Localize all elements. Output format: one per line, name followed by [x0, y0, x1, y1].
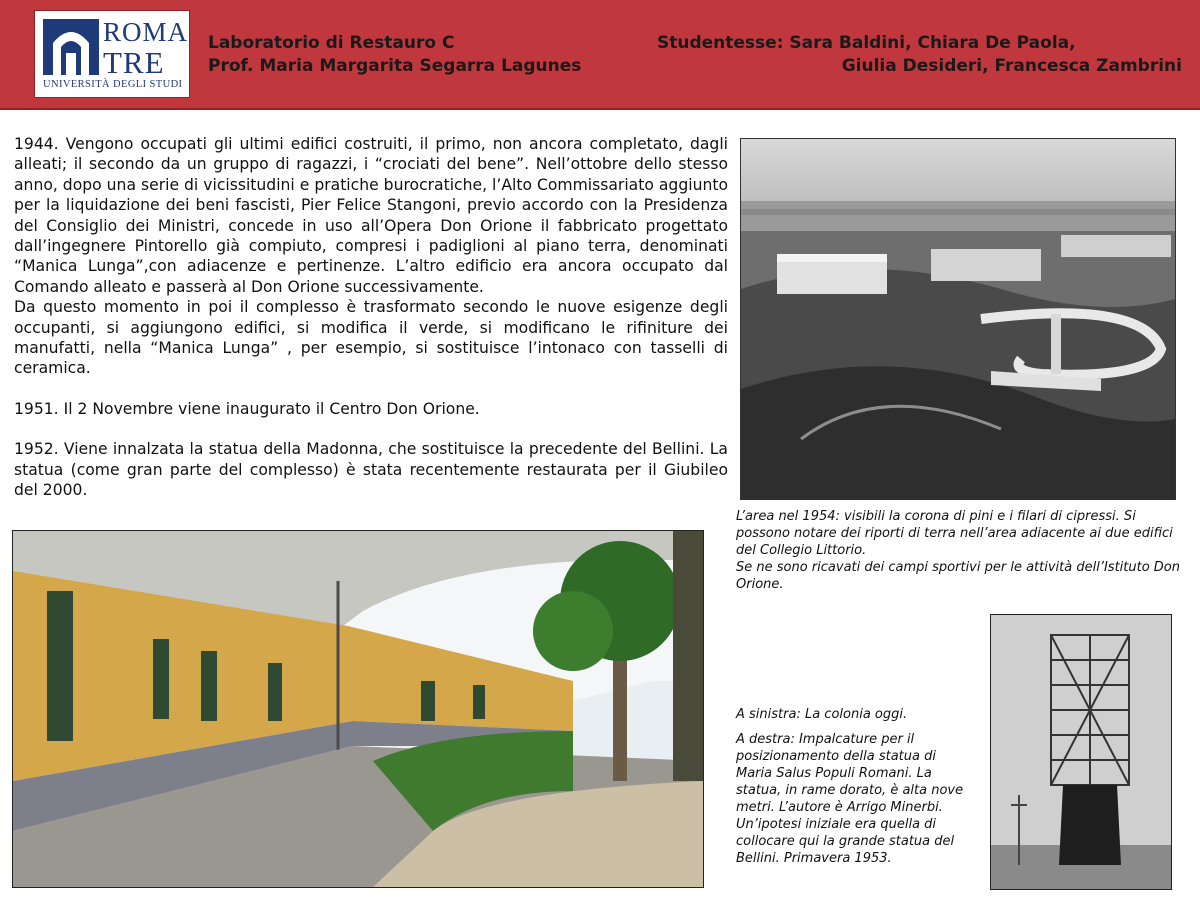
paragraph-1944: 1944. Vengono occupati gli ultimi edifici costruiti, il primo, non ancora completato, dagli alleati; il secondo da un gruppo di ragazzi, i “crociati del bene”. Nell’ottobre dello stesso anno, dopo una serie di vicissitudini e pratiche burocratiche, l’Alto Commissariato aggiunto per la liquidazione dei beni fascisti, Pier Felice Stangoni, previo accordo con la Presidenza del Consiglio dei Ministri, concede in uso all’Opera Don Orione il fabbricato progettato dall’ingegnere Pintorello già compiuto, compresi i padiglioni al piano terra, denominati “Manica Lunga”,con adiacenze e pertinenze. L’altro edificio era ancora occupato dal Comando alleato e passerà al Don Orione successivamente. [14, 135, 728, 296]
right-photo-caption [736, 731, 972, 867]
aerial-photo-caption [736, 508, 1186, 593]
aerial-caption-part-2: Se ne sono ricavati dei campi sportivi per le attività dell’Istituto Don Orione. [736, 560, 1180, 592]
header-band [0, 0, 1200, 110]
logo-arch-icon [43, 19, 99, 75]
students-line-2: Giulia Desideri, Francesca Zambrini [841, 56, 1182, 76]
logo-tre-text: TRE [103, 45, 165, 80]
course-title: Laboratorio di Restauro C [208, 33, 455, 53]
paragraph-1951: 1951. Il 2 Novembre viene inaugurato il Centro Don Orione. [14, 399, 480, 418]
paragraph-1952: 1952. Viene innalzata la statua della Madonna, che sostituisce la precedente del Bellini. La statua (come gran parte del complesso) è stata recentemente restaurata per il Giubileo del 2000. [14, 440, 728, 500]
paragraph-transformation: Da questo momento in poi il complesso è trasformato secondo le nuove esigenze degli occupanti, si aggiungono edifici, si modifica il verde, si modificano le rifiniture dei manufatti, nella “Manica Lunga” , per esempio, si sostituisce l’intonaco con tasselli di ceramica. [14, 298, 728, 378]
aerial-caption-part-1: L’area nel 1954: visibili la corona di pini e i filari di cipressi. Si possono notare dei riporti di terra nell’area adiacente ai due edifici del Collegio Littorio. [736, 509, 1173, 558]
students-line-1: Studentesse: Sara Baldini, Chiara De Paola, [657, 33, 1076, 53]
left-photo-caption-text: A sinistra: La colonia oggi. [736, 707, 908, 722]
right-photo-caption-text: A destra: Impalcature per il posizionamento della statua di Maria Salus Populi Romani. La statua, in rame dorato, è alta nove metri. L’autore è Arrigo Minerbi. Un’ipotesi iniziale era quella di collocare qui la grande statua del Bellini. Primavera 1953. [736, 732, 964, 866]
scaffolding-photo-1953 [990, 614, 1172, 890]
university-logo [34, 10, 190, 98]
professor-name: Prof. Maria Margarita Segarra Lagunes [208, 56, 582, 76]
colonia-today-photo [12, 530, 704, 888]
logo-roma-text: ROMA [103, 17, 189, 47]
left-photo-caption [736, 706, 976, 723]
logo-university-text: UNIVERSITÀ DEGLI STUDI [43, 79, 183, 90]
main-text-block [14, 134, 728, 501]
aerial-photo-1954 [740, 138, 1176, 500]
